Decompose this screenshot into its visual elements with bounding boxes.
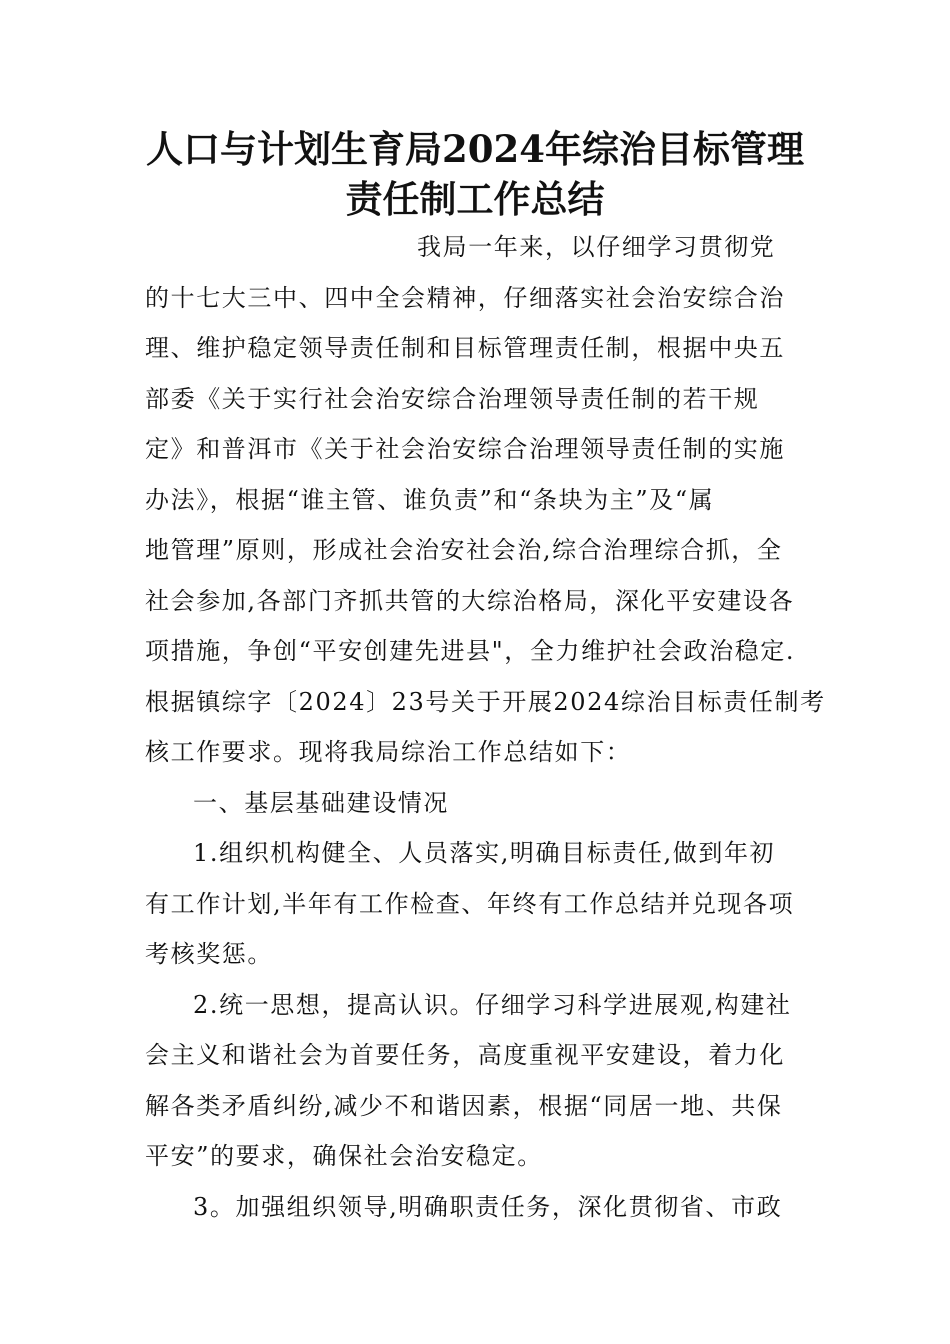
paragraph-line: 理、维护稳定领导责任制和目标管理责任制，根据中央五 xyxy=(145,334,785,362)
paragraph-line: 部委《关于实行社会治安综合治理领导责任制的若干规 xyxy=(145,384,760,413)
paragraph-line: 办法》，根据“谁主管、谁负责”和“条块为主”及“属 xyxy=(145,485,715,514)
paragraph-line: 根据镇综字〔2024〕23号关于开展2024综治目标责任制考 xyxy=(145,687,826,716)
document-title-line2: 责任制工作总结 xyxy=(345,177,605,221)
paragraph-line: 项措施，争创“平安创建先进县"，全力维护社会政治稳定. xyxy=(145,637,796,665)
paragraph-line: 社会参加,各部门齐抓共管的大综治格局，深化平安建设各 xyxy=(145,586,795,615)
list-item-3 xyxy=(145,1182,810,1233)
list-item-1 xyxy=(145,828,810,980)
paragraph-line: 考核奖惩。 xyxy=(145,940,273,968)
paragraph-line: 我局一年来，以仔细学习贯彻党 xyxy=(417,233,776,261)
paragraph-line: 有工作计划,半年有工作检查、年终有工作总结并兑现各项 xyxy=(145,889,795,918)
paragraph-line: 3。加强组织领导,明确职责任务，深化贯彻省、市政 xyxy=(193,1192,783,1221)
section-heading: 一、基层基础建设情况 xyxy=(193,788,449,817)
paragraph-line: 定》和普洱市《关于社会治安综合治理领导责任制的实施 xyxy=(145,435,785,463)
paragraph-line: 2.统一思想，提高认识。仔细学习科学进展观,构建社 xyxy=(193,990,792,1019)
intro-paragraph xyxy=(145,222,826,778)
paragraph-line: 核工作要求。现将我局综治工作总结如下： xyxy=(145,738,632,766)
paragraph-line: 地管理”原则，形成社会治安社会治,综合治理综合抓，全 xyxy=(145,536,783,564)
list-item-2 xyxy=(145,980,810,1182)
paragraph-line: 会主义和谐社会为首要任务，高度重视平安建设，着力化 xyxy=(145,1041,785,1069)
document-body xyxy=(145,222,826,1232)
paragraph-line: 平安”的要求，确保社会治安稳定。 xyxy=(145,1142,543,1170)
document-title-line1: 人口与计划生育局2024年综治目标管理 xyxy=(146,127,804,171)
paragraph-line: 解各类矛盾纠纷,减少不和谐因素，根据“同居一地、共保 xyxy=(145,1091,783,1120)
paragraph-line: 1.组织机构健全、人员落实,明确目标责任,做到年初 xyxy=(193,839,776,867)
paragraph-line: 的十七大三中、四中全会精神，仔细落实社会治安综合治 xyxy=(145,283,785,312)
